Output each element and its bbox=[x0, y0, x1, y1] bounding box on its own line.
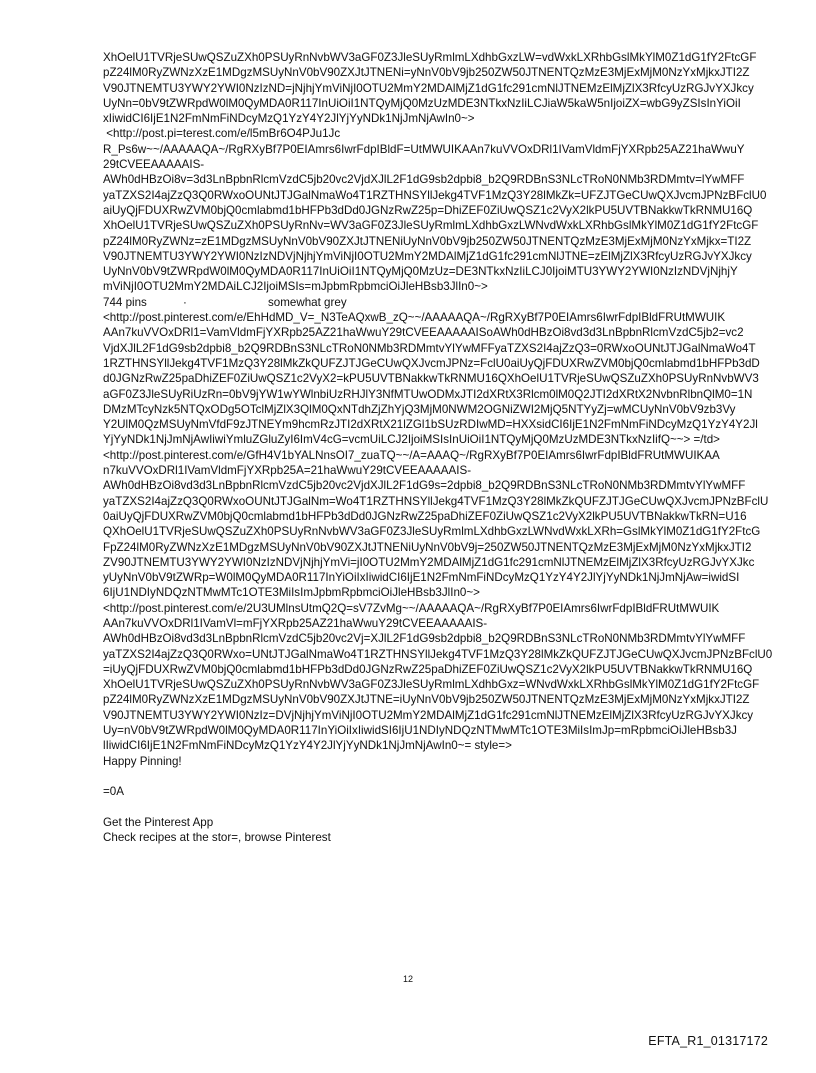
text-line: aGF0Z3JleSUyRiUzRn=0bV9jYW1wYWlnbiUzRHJlY3NfMTUwODMxJTI2dXRtX3Rlcm0lM0Q2JTI2dXRtX2NvbnRlbnQlM0=1N bbox=[103, 387, 753, 401]
text-line: <http://post.pi=terest.com/e/l5mBr6O4PJu1Jc bbox=[103, 127, 341, 141]
get-app-text: Get the Pinterest App bbox=[103, 815, 214, 829]
encoded-block-3 bbox=[103, 310, 801, 601]
text-line: UyNn=0bV9tZWRpdW0lM0QyMDA0R117InUiOiI1NTQyMjQ0MzUzMDE3NTkxNzIiLCJiaW5kaW5nIjoiZX=wbG9yZSIsInYiOiI bbox=[103, 96, 741, 110]
text-line: AWh0dHBzOi8v=3d3LnBpbnRlcmVzdC5jb20vc2VjdXJlL2F1dG9sb2dpbi8_b2Q9RDBnS3NLcTRoN0NMb3RDMmtv=lYwMFF bbox=[103, 173, 745, 187]
text-line: pZ24lM0RyZWNz=zE1MDgzMSUyNnV0bV90ZXJtJTNENiUyNnV0bV9jb250ZW50JTNENTQzMzE3MjExMjM0NzYxMjkx=TI2Z bbox=[103, 234, 752, 248]
text-line: mViNjI0OTU2MmY2MDAiLCJ2IjoiMSIs=mJpbmRpbmciOiJleHBsb3JlIn0~> bbox=[103, 280, 488, 294]
text-line: QXhOelU1TVRjeSUwQSZuZXh0PSUyRnNvbWV3aGF0Z3JleSUyRmlmLXdhbGxzLWNvdWxkLXRh=GslMkYlM0Z1dG1fY2FtcG bbox=[103, 525, 761, 539]
text-line: <http://post.pinterest.com/e/EhHdMD_V=_N3TeAQxwB_zQ~~/AAAAAQA~/RgRXyBf7P0EIAmrs6IwrFdpIBldFRUtMWUIK bbox=[103, 311, 726, 325]
text-line: Uy=nV0bV9tZWRpdW0lM0QyMDA0R117InYiOiIxIiwidSI6IjU1NDIyNDQzNTMwMTc1OTE3MiIsImJp=mRpbmciOiJleHBsb3J bbox=[103, 724, 737, 738]
text-line: =iUyQjFDUXRwZVM0bjQ0cmlabmd1bHFPb3dDd0JGNzRwZ25paDhiZEF0ZiUwQSZ1c2VyX2lkPU5UVTBNakkwTkRNMU16Q bbox=[103, 662, 753, 676]
text-line: pZ24lM0RyZWNzXzE1MDgzMSUyNnV0bV90ZXJtJTNENi=yNnV0bV9jb250ZW50JTNENTQzMzE3MjExMjM0NzYxMjkxJTI2Z bbox=[103, 66, 750, 80]
text-line: R_Ps6w~~/AAAAAQA~/RgRXyBf7P0EIAmrs6IwrFdpIBldF=UtMWUIKAAn7kuVVOxDRl1IVamVldmFjYXRpb25AZ21haWwuY bbox=[103, 142, 745, 156]
text-line: yaTZXS2I4ajZzQ3Q0RWxoOUNtJTJGalNm=Wo4T1RZTHNSYllJekg4TVF1MzQ3Y28lMkZkQUFZJTJGeCUwQXJvcmJPNzBFclU bbox=[103, 494, 769, 508]
separator-dot: · bbox=[183, 295, 187, 309]
text-line: 29tCVEEAAAAAIS- bbox=[103, 158, 205, 172]
text-line: <http://post.pinterest.com/e/GfH4V1bYALNnsOI7_zuaTQ~~/A=AAAQ~/RgRXyBf7P0EIAmrs6IwrFdpIBldFRUtMWUIKAA bbox=[103, 448, 720, 462]
text-line: lIiwidCI6IjE1N2FmNmFiNDcyMzQ1YzY4Y2JlYjYyNDk1NjJmNjAwIn0~= style=> bbox=[103, 739, 512, 753]
text-line: n7kuVVOxDRl1IVamVldmFjYXRpb25A=21haWwuY29tCVEEAAAAAIS- bbox=[103, 464, 472, 478]
text-line: UyNnV0bV9tZWRpdW0lM0QyMDA0R117InUiOiI1NTQyMjQ0MzUz=DE3NTkxNzIiLCJ0IjoiMTU3YWY2YWI0NzIzNDVjNjhjY bbox=[103, 265, 738, 279]
text-line: Y2UlM0QzMSUyNmVfdF9zJTNEYm9hcmRzJTI2dXRtX21lZGl1bSUzRDIwMD=HXXsidCI6IjE1N2FmNmFiNDcyMzQ1YzY4Y2Jl bbox=[103, 418, 758, 432]
text-line: V90JTNEMTU3YWY2YWI0NzIz=DVjNjhjYmViNjI0OTU2MmY2MDAlMjZ1dG1fc291cmNlJTNEMzElMjZlX3RfcyUzRGJvYXJkcy bbox=[103, 708, 754, 722]
board-name: somewhat grey bbox=[268, 295, 347, 309]
text-line: AAn7kuVVOxDRl1=VamVldmFjYXRpb25AZ21haWwuY29tCVEEAAAAAISoAWh0dHBzOi8vd3d3LnBpbnRlcmVzdC5jb2=vc2 bbox=[103, 326, 744, 340]
text-line: yaTZXS2I4ajZzQ3Q0RWxo=UNtJTJGalNmaWo4T1RZTHNSYllJekg4TVF1MzQ3Y28lMkZkQUFZJTJGeCUwQXJvcmJPNzBFclU0 bbox=[103, 647, 773, 661]
text-line: aiUyQjFDUXRwZVM0bjQ0cmlabmd1bHFPb3dDd0JGNzRwZ25p=DhiZEF0ZiUwQSZ1c2VyX2lkPU5UVTBNakkwTkRNMU16Q bbox=[103, 203, 753, 217]
text-line: 1RZTHNSYllJekg4TVF1MzQ3Y28lMkZkQUFZJTJGeCUwQXJvcmJPNz=FclU0aiUyQjFDUXRwZVM0bjQ0cmlabmd1bHFPb3dD bbox=[103, 356, 760, 370]
text-line: VjdXJlL2F1dG9sb2dpbi8_b2Q9RDBnS3NLcTRoN0NMb3RDMmtvYlYwMFFyaTZXS2I4ajZzQ3=0RWxoOUNtJTJGalNmaWo4T bbox=[103, 341, 756, 355]
text-line: xIiwidCI6IjE1N2FmNmFiNDcyMzQ1YzY4Y2JlYjYyNDk1NjJmNjAwIn0~> bbox=[103, 112, 475, 126]
text-line: 0aiUyQjFDUXRwZVM0bjQ0cmlabmd1bHFPb3dDd0JGNzRwZ25paDhiZEF0ZiUwQSZ1c2VyX2lkPU5UVTBNakkwTkRN=U16 bbox=[103, 509, 747, 523]
text-line: FpZ24lM0RyZWNzXzE1MDgzMSUyNnV0bV90ZXJtJTNENiUyNnV0bV9j=250ZW50JTNENTQzMzE3MjExMjM0NzYxMjkxJTI2 bbox=[103, 540, 752, 554]
check-recipes-text: Check recipes at the stor=, browse Pinterest bbox=[103, 831, 331, 845]
text-line: XhOelU1TVRjeSUwQSZuZXh0PSUyRnNvbWV3aGF0Z3JleSUyRmlmLXdhbGxzLW=vdWxkLXRhbGslMkYlM0Z1dG1fY2FtcGF bbox=[103, 51, 757, 64]
text-line: AWh0dHBzOi8vd3d3LnBpbnRlcmVzdC5jb20vc2VjdXJlL2F1dG9s=2dpbi8_b2Q9RDBnS3NLcTRoN0NMb3RDMmtvYlYwMFF bbox=[103, 479, 746, 493]
text-line: V90JTNEMTU3YWY2YWI0NzIzNDVjNjhjYmViNjI0OTU2MmY2MDAlMjZ1dG1fc291cmNlJTNE=zElMjZlX3RfcyUzRGJvYXJkcy bbox=[103, 249, 752, 263]
blank-line bbox=[103, 769, 801, 784]
page-number: 12 bbox=[402, 974, 413, 984]
text-line: YjYyNDk1NjJmNjAwIiwiYmluZGluZyI6ImV4cG=vcmUiLCJ2IjoiMSIsInUiOiI1NTQyMjQ0MzUzMDE3NTkxNzIifQ~~> =/td> bbox=[103, 433, 720, 447]
text-line: V90JTNEMTU3YWY2YWI0NzIzND=jNjhjYmViNjI0OTU2MmY2MDAlMjZ1dG1fc291cmNlJTNEMzElMjZlX3RfcyUzRGJvYXJkcy bbox=[103, 81, 754, 95]
pin-board-info bbox=[103, 295, 801, 310]
encoded-block-2 bbox=[103, 126, 801, 294]
encoded-newline-text: =0A bbox=[103, 785, 124, 799]
encoded-block-1 bbox=[103, 50, 801, 126]
text-line: AWh0dHBzOi8vd3d3LnBpbnRlcmVzdC5jb20vc2Vj=XJlL2F1dG9sb2dpbi8_b2Q9RDBnS3NLcTRoN0NMb3RDMmtvYlYwMFF bbox=[103, 632, 746, 646]
text-line: yUyNnV0bV9tZWRp=W0lM0QyMDA0R117InYiOiIxIiwidCI6IjE1N2FmNmFiNDcyMzQ1YzY4Y2JlYjYyNDk1NjJmNjAw=iwidSI bbox=[103, 571, 740, 585]
text-line: XhOelU1TVRjeSUwQSZuZXh0PSUyRnNvbWV3aGF0Z3JleSUyRmlmLXdhbGxz=WNvdWxkLXRhbGslMkYlM0Z1dG1fY2FtcGF bbox=[103, 678, 760, 692]
text-line: AAn7kuVVOxDRl1IVamVl=mFjYXRpb25AZ21haWwuY29tCVEEAAAAAIS- bbox=[103, 616, 488, 630]
text-line: XhOelU1TVRjeSUwQSZuZXh0PSUyRnNv=WV3aGF0Z3JleSUyRmlmLXdhbGxzLWNvdWxkLXRhbGslMkYlM0Z1dG1fY2FtcGF bbox=[103, 219, 759, 233]
text-line: pZ24lM0RyZWNzXzE1MDgzMSUyNnV0bV90ZXJtJTNE=iUyNnV0bV9jb250ZW50JTNENTQzMzE3MjExMjM0NzYxMjkxJTI2Z bbox=[103, 693, 750, 707]
text-line: DMzMTcyNzk5NTQxODg5OTclMjZlX3QlM0QxNTdhZjZhYjQ3MjM0NWM2OGNiZWI2MjQ5NTYyZj=wMCUyNnV0bV9zb3Vy bbox=[103, 402, 736, 416]
pin-count: 744 pins bbox=[103, 295, 147, 309]
text-line: yaTZXS2I4ajZzQ3Q0RWxoOUNtJTJGalNmaWo4T1RZTHNSYllJekg4TVF1MzQ3Y28lMkZk=UFZJTGeCUwQXJvcmJPNzBFclU0 bbox=[103, 188, 767, 202]
happy-pinning-text: Happy Pinning! bbox=[103, 754, 182, 768]
encoded-block-4 bbox=[103, 601, 801, 754]
email-body bbox=[103, 50, 801, 845]
blank-line bbox=[103, 800, 801, 815]
text-line: d0JGNzRwZ25paDhiZEF0ZiUwQSZ1c2VyX2=kPU5UVTBNakkwTkRNMU16QXhOelU1TVRjeSUwQSZuZXh0PSUyRnNvbWV3 bbox=[103, 372, 759, 386]
text-line: 6IjU1NDIyNDQzNTMwMTc1OTE3MiIsImJpbmRpbmciOiJleHBsb3JlIn0~> bbox=[103, 586, 480, 600]
text-line: <http://post.pinterest.com/e/2U3UMlnsUtmQ2Q=sV7ZvMg~~/AAAAAQA~/RgRXyBf7P0EIAmrs6IwrFdpIBldFRUtMWUIK bbox=[103, 601, 720, 615]
bates-number: EFTA_R1_01317172 bbox=[648, 1034, 768, 1048]
text-line: ZV90JTNEMTU3YWY2YWI0NzIzNDVjNjhjYmVi=jI0OTU2MmY2MDAlMjZ1dG1fc291cmNlJTNEMzElMjZlX3RfcyUzRGJvYXJkc bbox=[103, 555, 755, 569]
